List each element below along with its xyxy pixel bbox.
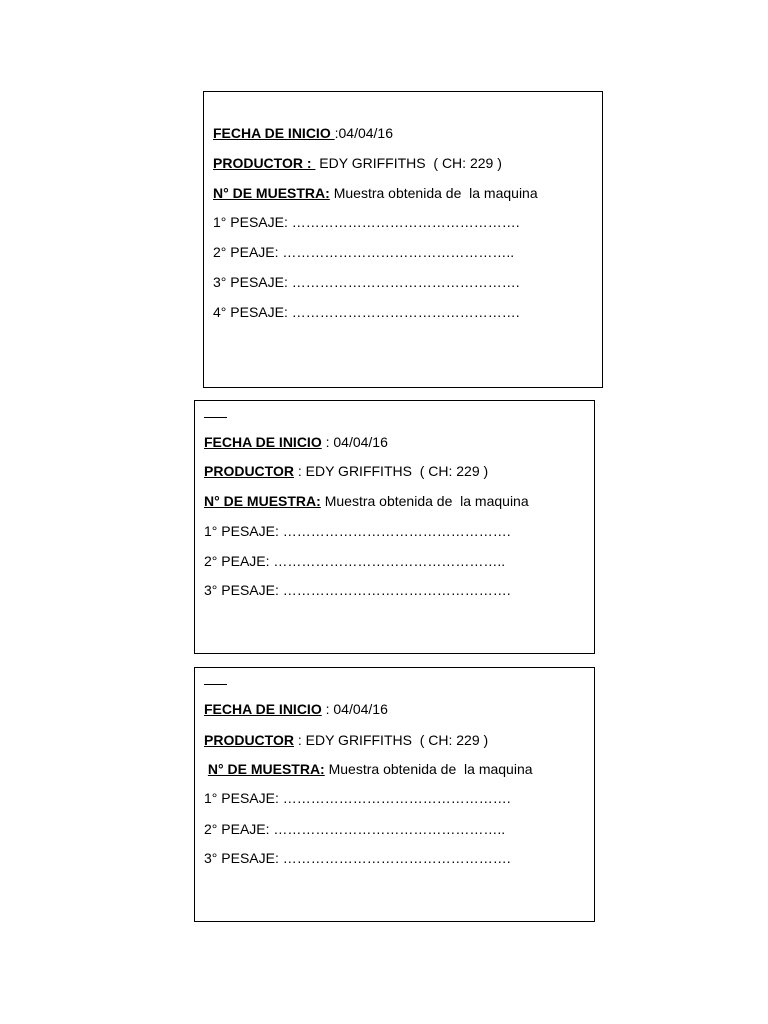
fecha-de-inicio-label: FECHA DE INICIO xyxy=(204,434,322,450)
short-dash-divider xyxy=(204,684,227,685)
productor-value: : EDY GRIFFITHS ( CH: 229 ) xyxy=(293,463,489,479)
numero-de-muestra-value: Muestra obtenida de la maquina xyxy=(324,761,533,777)
fecha-de-inicio-label: FECHA DE INICIO xyxy=(204,701,322,717)
numero-de-muestra-label: N° DE MUESTRA: xyxy=(207,761,325,777)
pesaje-3-line: 3° PESAJE: …………………………………………. xyxy=(204,850,511,866)
fecha-de-inicio-value: : 04/04/16 xyxy=(321,701,388,717)
numero-de-muestra-value: Muestra obtenida de la maquina xyxy=(320,493,529,509)
productor-label: PRODUCTOR xyxy=(204,732,294,748)
pesaje-1-line: 1° PESAJE: …………………………………………. xyxy=(213,214,520,230)
productor-line xyxy=(204,732,488,748)
weighing-card-1 xyxy=(203,91,603,388)
weighing-card-3 xyxy=(194,667,595,922)
pesaje-4-line: 4° PESAJE: …………………………………………. xyxy=(213,304,520,320)
pesaje-1-line: 1° PESAJE: …………………………………………. xyxy=(204,790,511,806)
fecha-de-inicio-line xyxy=(204,701,388,717)
productor-value: EDY GRIFFITHS ( CH: 229 ) xyxy=(315,155,502,171)
pesaje-2-line: 2° PEAJE: ………………………………………….. xyxy=(204,553,506,569)
numero-de-muestra-line xyxy=(204,493,529,509)
pesaje-3-line: 3° PESAJE: …………………………………………. xyxy=(213,274,520,290)
fecha-de-inicio-line xyxy=(204,434,388,450)
productor-label: PRODUCTOR xyxy=(204,463,294,479)
pesaje-1-line: 1° PESAJE: …………………………………………. xyxy=(204,523,511,539)
numero-de-muestra-line xyxy=(213,185,538,201)
weighing-card-2 xyxy=(194,400,595,654)
pesaje-2-line: 2° PEAJE: ………………………………………….. xyxy=(213,244,515,260)
short-dash-divider xyxy=(204,417,227,418)
numero-de-muestra-value: Muestra obtenida de la maquina xyxy=(329,185,538,201)
fecha-de-inicio-value: : 04/04/16 xyxy=(321,434,388,450)
fecha-de-inicio-line xyxy=(213,125,393,141)
numero-de-muestra-line xyxy=(204,761,533,777)
productor-value: : EDY GRIFFITHS ( CH: 229 ) xyxy=(293,732,489,748)
pesaje-2-line: 2° PEAJE: ………………………………………….. xyxy=(204,821,506,837)
fecha-de-inicio-value: :04/04/16 xyxy=(334,125,393,141)
productor-line xyxy=(204,463,488,479)
numero-de-muestra-label: N° DE MUESTRA: xyxy=(204,493,321,509)
productor-label: PRODUCTOR : xyxy=(213,155,316,171)
productor-line xyxy=(213,155,502,171)
pesaje-3-line: 3° PESAJE: …………………………………………. xyxy=(204,582,511,598)
fecha-de-inicio-label: FECHA DE INICIO xyxy=(213,125,335,141)
numero-de-muestra-label: N° DE MUESTRA: xyxy=(213,185,330,201)
